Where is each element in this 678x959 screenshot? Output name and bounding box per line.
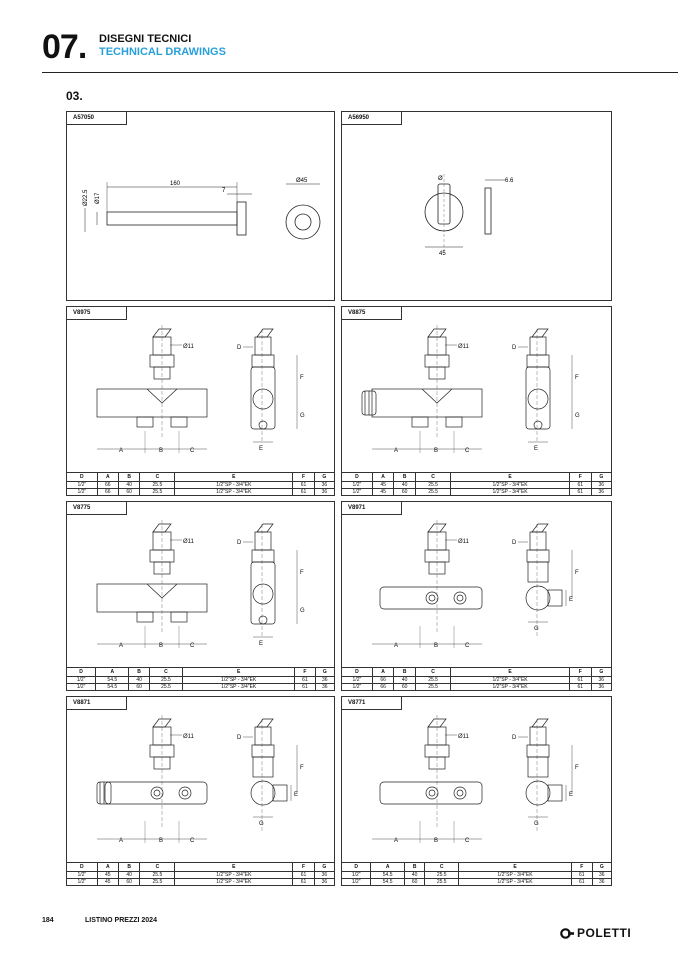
table-row [342, 489, 611, 496]
dim-phi: Ø [438, 176, 443, 182]
spec-cell: 36 [314, 482, 334, 489]
table-row [67, 872, 334, 879]
spec-cell: 36 [314, 489, 334, 496]
spec-cell: 60 [404, 879, 425, 886]
table-row [342, 879, 611, 886]
spec-cell: 25.5 [415, 482, 450, 489]
spec-cell: 1/2"SP - 3/4"EK [175, 872, 293, 879]
dim-d11: Ø11 [183, 539, 194, 545]
svg-text:A: A [394, 643, 399, 649]
svg-text:B: B [159, 448, 164, 454]
spec-cell: 40 [129, 677, 149, 684]
spec-header: D [67, 668, 96, 677]
spec-cell: 25.5 [425, 872, 459, 879]
svg-text:G: G [534, 821, 539, 827]
spec-cell: 60 [129, 684, 149, 691]
spec-cell: 45 [97, 879, 118, 886]
spec-header: G [315, 668, 334, 677]
spec-cell: 25.5 [415, 684, 450, 691]
svg-text:B: B [434, 643, 439, 649]
spec-header: B [129, 668, 149, 677]
spec-cell: 40 [119, 872, 140, 879]
svg-text:B: B [434, 448, 439, 454]
spec-header: D [342, 668, 372, 677]
spec-header: C [140, 473, 175, 482]
spec-cell: 1/2" [67, 872, 97, 879]
spec-header: G [314, 473, 334, 482]
spec-cell: 61 [295, 684, 315, 691]
spec-header: E [451, 473, 570, 482]
panel-v8775 [66, 501, 335, 691]
spec-cell: 54.5 [371, 872, 405, 879]
spec-header: D [342, 863, 371, 872]
product-code: V8975 [67, 307, 127, 320]
spec-table [67, 667, 334, 690]
spec-cell: 61 [293, 482, 314, 489]
svg-text:C: C [465, 838, 470, 844]
table-row [342, 684, 611, 691]
chapter-title-en: TECHNICAL DRAWINGS [99, 46, 226, 58]
spec-cell: 1/2"SP - 3/4"EK [175, 879, 293, 886]
spec-table [67, 472, 334, 495]
dim-d11: Ø11 [458, 344, 469, 350]
product-code: V8775 [67, 502, 127, 515]
svg-text:D: D [237, 735, 242, 741]
dim-d11: Ø11 [458, 539, 469, 545]
spec-cell: 1/2" [342, 489, 372, 496]
svg-text:D: D [512, 540, 517, 546]
spec-cell: 1/2"SP - 3/4"EK [458, 879, 571, 886]
spec-header: B [394, 668, 416, 677]
dim-d2: Ø17 [95, 192, 101, 204]
spec-cell: 54.5 [371, 879, 405, 886]
svg-text:G: G [575, 413, 580, 419]
spec-cell: 66 [372, 677, 394, 684]
spec-table [67, 862, 334, 885]
spec-cell: 60 [119, 489, 140, 496]
header-rule [42, 72, 678, 73]
svg-text:B: B [434, 838, 439, 844]
svg-text:C: C [190, 838, 195, 844]
footer-price-list: LISTINO PREZZI 2024 [85, 917, 157, 924]
table-row [342, 482, 611, 489]
table-row [342, 677, 611, 684]
table-row [67, 489, 334, 496]
table-row [342, 872, 611, 879]
product-code: V8871 [67, 697, 127, 710]
spec-header: E [451, 668, 570, 677]
table-row [67, 879, 334, 886]
table-row [67, 482, 334, 489]
spec-cell: 36 [591, 482, 611, 489]
spec-cell: 61 [572, 879, 593, 886]
svg-text:C: C [190, 643, 195, 649]
spec-header: D [67, 863, 97, 872]
drawing-v8871 [67, 697, 337, 872]
spec-header: A [97, 473, 118, 482]
spec-cell: 25.5 [140, 879, 175, 886]
svg-text:E: E [294, 792, 299, 798]
spec-table [342, 472, 611, 495]
dim-thick: 6.6 [505, 178, 514, 184]
panel-a57050 [66, 111, 335, 301]
spec-header: B [394, 473, 416, 482]
svg-text:A: A [119, 448, 124, 454]
spec-header: F [293, 473, 314, 482]
spec-cell: 61 [569, 482, 591, 489]
dim-dia: Ø45 [296, 178, 308, 184]
spec-cell: 36 [591, 684, 611, 691]
spec-cell: 60 [394, 489, 416, 496]
spec-cell: 66 [97, 489, 118, 496]
spec-cell: 61 [569, 684, 591, 691]
spec-header: G [591, 668, 611, 677]
spec-cell: 54.5 [96, 677, 129, 684]
dim-dia: 45 [439, 251, 446, 257]
chapter-number: 07. [42, 28, 87, 66]
panel-v8875 [341, 306, 612, 496]
spec-cell: 36 [592, 879, 611, 886]
table-row [67, 677, 334, 684]
spec-header: A [371, 863, 405, 872]
spec-cell: 1/2" [342, 684, 372, 691]
spec-cell: 36 [591, 677, 611, 684]
spec-cell: 25.5 [425, 879, 459, 886]
svg-text:A: A [119, 643, 124, 649]
svg-text:A: A [394, 448, 399, 454]
spec-cell: 1/2" [67, 684, 96, 691]
drawing-v8775 [67, 502, 337, 677]
svg-text:E: E [569, 792, 574, 798]
spec-cell: 1/2" [67, 489, 97, 496]
svg-text:F: F [575, 570, 579, 576]
spec-cell: 1/2" [67, 482, 97, 489]
panel-v8971 [341, 501, 612, 691]
product-code: A56950 [342, 112, 402, 125]
poletti-logo-icon [560, 928, 574, 939]
spec-cell: 1/2" [342, 677, 372, 684]
spec-header: C [415, 668, 450, 677]
spec-cell: 25.5 [140, 482, 175, 489]
dim-d11: Ø11 [183, 344, 194, 350]
spec-cell: 25.5 [140, 489, 175, 496]
spec-cell: 1/2"SP - 3/4"EK [451, 489, 570, 496]
drawing-v8975 [67, 307, 337, 482]
spec-cell: 54.5 [96, 684, 129, 691]
spec-cell: 61 [569, 489, 591, 496]
spec-cell: 1/2"SP - 3/4"EK [451, 684, 570, 691]
svg-text:C: C [190, 448, 195, 454]
section-number: 03. [66, 89, 83, 103]
table-row [67, 684, 334, 691]
dim-d1: Ø22.5 [83, 189, 89, 206]
spec-cell: 61 [295, 677, 315, 684]
spec-cell: 1/2"SP - 3/4"EK [458, 872, 571, 879]
svg-text:G: G [300, 608, 305, 614]
spec-header: C [140, 863, 175, 872]
dim-d11: Ø11 [183, 734, 194, 740]
svg-text:F: F [575, 765, 579, 771]
spec-header: C [425, 863, 459, 872]
svg-text:F: F [575, 375, 579, 381]
spec-cell: 61 [293, 489, 314, 496]
chapter-title-it: DISEGNI TECNICI [99, 33, 192, 45]
svg-text:B: B [159, 643, 164, 649]
svg-text:E: E [259, 446, 264, 452]
spec-header: A [97, 863, 118, 872]
dim-d11: Ø11 [458, 734, 469, 740]
spec-cell: 1/2"SP - 3/4"EK [451, 482, 570, 489]
spec-cell: 45 [372, 482, 394, 489]
footer-page-number: 184 [42, 917, 54, 924]
svg-text:G: G [259, 821, 264, 827]
spec-cell: 1/2" [342, 482, 372, 489]
spec-cell: 1/2"SP - 3/4"EK [175, 482, 293, 489]
spec-cell: 25.5 [149, 684, 182, 691]
svg-text:D: D [237, 345, 242, 351]
spec-cell: 66 [372, 684, 394, 691]
spec-header: A [96, 668, 129, 677]
spec-header: F [569, 668, 591, 677]
spec-cell: 1/2" [67, 677, 96, 684]
spec-header: F [293, 863, 314, 872]
svg-text:B: B [159, 838, 164, 844]
product-code: V8771 [342, 697, 402, 710]
spec-cell: 40 [119, 482, 140, 489]
svg-text:C: C [465, 643, 470, 649]
spec-header: E [458, 863, 571, 872]
dim-flange: 7 [222, 188, 226, 194]
svg-text:E: E [569, 597, 574, 603]
svg-text:F: F [300, 570, 304, 576]
spec-header: D [67, 473, 97, 482]
spec-cell: 36 [591, 489, 611, 496]
spec-cell: 36 [592, 872, 611, 879]
spec-header: D [342, 473, 372, 482]
svg-text:A: A [394, 838, 399, 844]
spec-header: E [175, 863, 293, 872]
svg-text:F: F [300, 765, 304, 771]
spec-header: C [415, 473, 450, 482]
spec-cell: 36 [314, 872, 334, 879]
spec-header: A [372, 473, 394, 482]
svg-text:E: E [534, 446, 539, 452]
panel-v8771 [341, 696, 612, 886]
spec-cell: 60 [394, 684, 416, 691]
svg-text:G: G [300, 413, 305, 419]
spec-cell: 36 [315, 684, 334, 691]
svg-text:D: D [237, 540, 242, 546]
spec-cell: 1/2" [67, 879, 97, 886]
spec-header: B [404, 863, 425, 872]
spec-cell: 1/2"SP - 3/4"EK [183, 684, 295, 691]
svg-text:G: G [534, 626, 539, 632]
spec-cell: 45 [97, 872, 118, 879]
spec-cell: 1/2" [342, 872, 371, 879]
spec-cell: 66 [97, 482, 118, 489]
drawing-v8971 [342, 502, 612, 677]
spec-cell: 45 [372, 489, 394, 496]
spec-header: E [175, 473, 293, 482]
spec-cell: 1/2"SP - 3/4"EK [451, 677, 570, 684]
spec-header: G [591, 473, 611, 482]
product-code: A57050 [67, 112, 127, 125]
drawing-a56950 [342, 112, 613, 302]
brand-logo: POLETTI [560, 926, 631, 940]
spec-cell: 40 [404, 872, 425, 879]
spec-cell: 36 [315, 677, 334, 684]
spec-table [342, 862, 611, 885]
spec-cell: 25.5 [415, 677, 450, 684]
spec-cell: 25.5 [415, 489, 450, 496]
drawing-v8771 [342, 697, 612, 872]
dim-length: 160 [170, 181, 181, 187]
svg-text:A: A [119, 838, 124, 844]
spec-cell: 1/2"SP - 3/4"EK [183, 677, 295, 684]
spec-header: F [295, 668, 315, 677]
spec-cell: 61 [572, 872, 593, 879]
product-code: V8971 [342, 502, 402, 515]
spec-header: F [569, 473, 591, 482]
svg-text:D: D [512, 345, 517, 351]
drawing-a57050 [67, 112, 336, 302]
panel-a56950 [341, 111, 612, 301]
spec-cell: 25.5 [140, 872, 175, 879]
spec-header: G [314, 863, 334, 872]
spec-cell: 25.5 [149, 677, 182, 684]
svg-text:E: E [259, 641, 264, 647]
spec-header: B [119, 863, 140, 872]
spec-header: C [149, 668, 182, 677]
spec-header: B [119, 473, 140, 482]
spec-header: F [572, 863, 593, 872]
svg-text:C: C [465, 448, 470, 454]
panel-v8975 [66, 306, 335, 496]
spec-cell: 61 [569, 677, 591, 684]
spec-cell: 40 [394, 482, 416, 489]
spec-header: A [372, 668, 394, 677]
drawing-v8875 [342, 307, 612, 482]
product-code: V8875 [342, 307, 402, 320]
panel-v8871 [66, 696, 335, 886]
spec-cell: 1/2"SP - 3/4"EK [175, 489, 293, 496]
spec-cell: 40 [394, 677, 416, 684]
spec-cell: 1/2" [342, 879, 371, 886]
spec-table [342, 667, 611, 690]
svg-text:D: D [512, 735, 517, 741]
spec-cell: 61 [293, 879, 314, 886]
spec-cell: 61 [293, 872, 314, 879]
spec-cell: 60 [119, 879, 140, 886]
spec-header: G [592, 863, 611, 872]
svg-text:F: F [300, 375, 304, 381]
spec-header: E [183, 668, 295, 677]
spec-cell: 36 [314, 879, 334, 886]
